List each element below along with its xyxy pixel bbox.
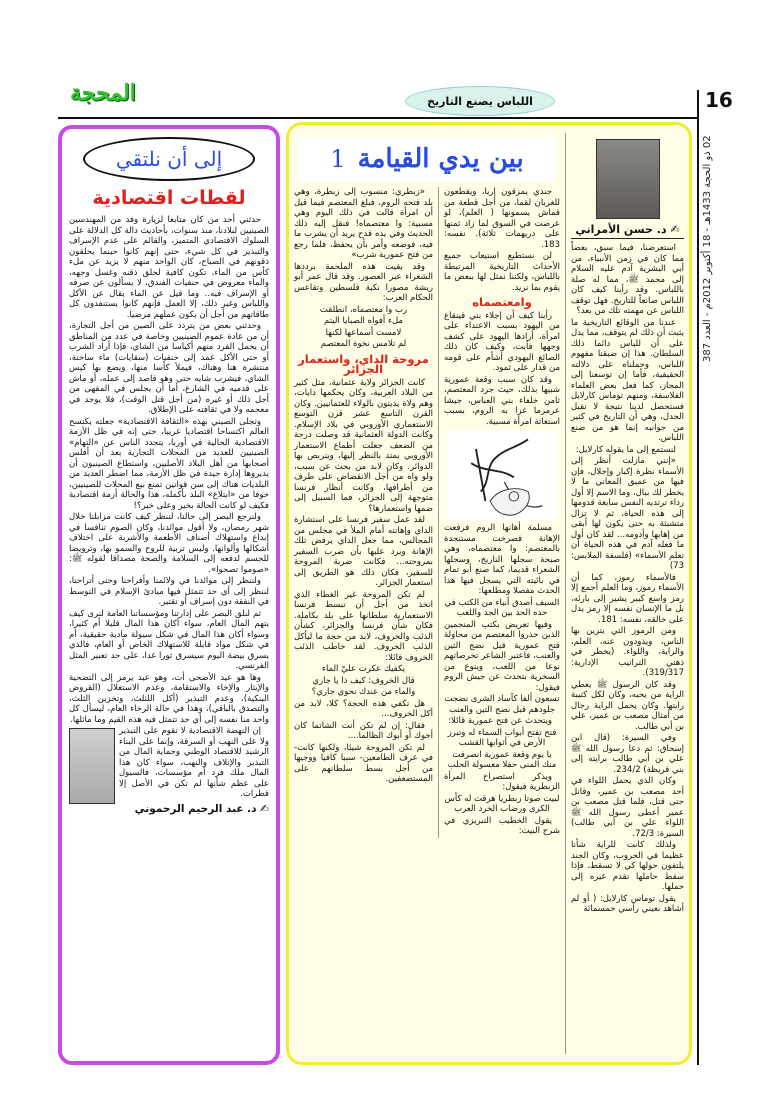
verse: رب وا معتصماه، انطلقت <box>319 304 408 315</box>
paragraph: فالأسماء رموز، كما أن الأسماء رموز، وما العلم أجمع إلا رمز واسع كبير يشير إلى بارئه، بل ما الإنسان نفسه إلا رمز يدل على خالقه، نفسه: 181. <box>571 572 684 625</box>
paragraph: لنستمع إلى ما يقوله كارلايل: <box>575 444 676 455</box>
paragraph: وكان الذي يحمل اللواء في أحد مصعب بن عمير، وقاتل حتى قتل، فلما قتل مصعب بن عمير أعطى رسول الله ﷺ اللواء علي بن أبي طالب) السيرة: 72/3. <box>571 776 684 839</box>
verse: السيف أصدق أنباء من الكتب في حده الحد بين الجد واللعب <box>444 597 560 618</box>
article-part-number: 1 <box>330 145 346 173</box>
magazine-brand: المحجة <box>70 80 136 106</box>
paragraph: كانت الجزائر ولاية عثمانية، مثل كثير من البلاد العربية، وكان يحكمها دايات، وهم ولاة يدينون بالولاء للعثمانيين. وكان القرن التاسع عشر قرن التوسع الاستعماري الأوروبي في بلاد الإسلام. وكانت الدولة العثمانية قد وصلت درجة من الضعف جعلت أطماع الاستعمار الأوروبي يمتد بالنظر إليها، ويتربص بها الدوائر. وكان لابد من بحث عن سبب، ولو واه من أجل الانقضاض على طرف من أطرافها، وكانت أنظار فرنسا متوجهة إلى الجزائر، فما السبيل إلى ضمها واستعمارها؟ <box>294 377 433 514</box>
verse: والماء من عندك نحوي جاري؟ <box>311 687 416 697</box>
verse: لبيت صوتا زبطريا هرقت له كأس الكرى ورضاب الخرد العرب <box>444 793 560 814</box>
column-frame <box>58 125 280 1065</box>
paragraph: ولنرجع البصر إلى حالنا، لننظر كيف كانت مزابلنا خلال شهر رمضان، ولا أقول موائدنا، وكان الصوم تنافسا في إبداع واستهلاك أصناف الأطعمة والأشربة على اختلاف أشكالها وألوانها. وليس تربية للروح والسمو بها، وترويضا للجسم لدفعه إلى السلامة والصحة مصداقا لقوله ﷺ: «صوموا تصحوا». <box>69 512 269 575</box>
paragraph: «إنني مازلت أنظر إلى الأسماء نظرة إكبار وإجلال، فإن فيها من عميق المعاني ما لا يخطر لك ببال، وما الاسم إلا أول رداء ترتديه النفس سابغة قدومها إلى هذه الحياة، ثم لا تزال متشبثة به حتى يكون لها أبقى من إهابها وأدومه... لقد كان أول ما فعله آدم في هذه الحياة أن تعلم الأسماء» (فلسفة الملابس: 73) <box>570 456 684 571</box>
article-column-1-wrap <box>566 133 684 1054</box>
paragraph: ويذكر استصراخ المرأة الزبطرية فيقول: <box>444 771 560 792</box>
calligraphy-illustration <box>447 430 557 520</box>
article-frame <box>286 122 692 1065</box>
paragraph: ويتحدث عن فتح عمورية قائلا: <box>448 716 552 726</box>
paragraph: ثم لنلق البصر على إدارتنا ومؤسساتنا العامة لنرى كيف يتهم المال العام، سواء أكان هذا المال قليلا أم كثيرا، وسواء أكان هذا المال في شكل سيولة مادية حقيقية، أم في شكل مواد قابلة للاستهلاك الخاص أو العام، فالذي يسرق بيضة اليوم سيسرق ثورا غدا، على حد تعبير المثل الفرنسي. <box>69 608 269 671</box>
article-title-text: بين يدي القيامة <box>357 144 524 174</box>
paragraph: جندي يمزقون إربا، ويقطعون للغربان لقما، من أجل قطعة من قماش يسمونها ( العلم)، لو عرضت في السوق لما زاد ثمنها على دريهمات ثلاثة). نفسه: 183. <box>444 187 560 250</box>
article-column-1 <box>571 243 684 915</box>
header-rule <box>58 117 698 119</box>
columnist-photo <box>69 728 115 804</box>
page-number: 16 <box>705 88 733 112</box>
issue-dateline: 02 ذو الحجة 1433هـ - 18 أكتوبر 2012م - العدد 387 <box>702 135 713 362</box>
author-name: د. حسن الأمراني <box>575 223 667 236</box>
paragraph: لن نستطيع استيعاب جميع الأحداث التاريخية المرتبطة باللباس، ولكننا نمثل لها ببعض ما يقوم بما نريد. <box>444 251 560 293</box>
paragraph: رأينا كيف أن إجلاء بني قينقاع من اليهود بسبب الاعتداء على امرأة، أرادها اليهود على كشف وجهها فأبت، وكيف كان ذلك الصائغ اليهودي أشأم على قومه من قدار على ثمود. <box>444 310 560 373</box>
paragraph: فقال: إن لم تكن أنت الشاتما كان أخوك أو أبوك الظالما.... <box>294 720 433 741</box>
paragraph: لقد عمل سفير فرنسا على استشارة الداي وإهانته أمام الملأ في مجلس من المجالس، مما جعل الداي يرفض تلك الإهانة ويرد عليها بأن ضرب السفير بمروحته... فكانت ضربة المروحة للسفير، فكان ذلك هو الطريق إلى استعمار الجزائر. <box>294 515 433 588</box>
paragraph: وقد كان سبب وقعة عمورية شبيها بذلك، حيث جرد المعتصم، ثامن خلفاء بني العباس، جيشا عرمرما غزا به الروم، بسبب استغاثة امرأة مسبية. <box>444 374 560 427</box>
author-photo <box>596 139 660 219</box>
paragraph: «زبطري: منسوب إلى زبطرة، وهي بلد فتحه الروم، فبلغ المعتصم فيما قيل أن امرأة قالت في ذلك اليوم وهي مسبية: وا معتصماه! فنقل إليه ذلك الحديث وفي يده قدح يريد أن يشرب ما فيه، فوضعه وأمر بأن يحفظ، فلما رجع من فتح عمورية شرب» <box>294 187 433 260</box>
section-label: اللباس يصنع التاريخ <box>405 86 555 116</box>
margin-rule <box>697 90 699 1065</box>
verse: يكفيك عكرت عليّ الماء <box>321 664 406 674</box>
paragraph: وقد كان الرسول ﷺ يعطي الراية من يحبه، وكان لكل كتيبة رايتها. وكان يحمل الراية رجال من أمثال مصعب بن عمير، علي بن أبي طالب. <box>571 679 684 732</box>
subheading: مروحة الداي، واستعمار الجزائر <box>298 351 429 376</box>
verse: تسعون ألفا كآساد الشرى نضجت جلودهم قبل نضج التين والعنب <box>444 694 560 715</box>
paragraph: لم تكن المروحة غير الغطاء الذي اتخذ من أجل أن تبسط فرنسا الاستعمارية سلطانها على بلد بكامله. فكان شأن فرنسا والجزائر، كشأن الذئب والخروف، لابد من حجة ما ليأكل الذئب الخروف. لقد خاطب الذئب الخروف قائلا: <box>294 589 433 663</box>
verse: قال الخروف: كيف ذا يا جاري <box>312 675 415 686</box>
paragraph: يقول توماس كارلايل: ( أو لم أشاهد بعيني رأسي خمسمائة <box>571 893 684 914</box>
article-column-3 <box>294 187 438 838</box>
verse: يا يوم وقعة عمورية انصرفت منك المنى حفلا معسولة الحلب <box>447 749 557 770</box>
paragraph: حدثني أحد من كان متابعا لزيارة وفد من المهندسين الصينيين لبلادنا، منذ سنوات، بأحاديث دالة كل الدلالة على السلوك الاقتصادي المتميز، والقائم على عدم الإسراف والتبذير في كل شيء، حتى إنهم كانوا حينما يحلقون ذقونهم في الصباح، كان الواحد منهم لا يزيد عن ملء كأس من الماء، تكون كافية لحلق ذقنه وغسل وجهه، والماء معروض في حنفيات الفندق، لا يسألون عن صرفه أو الإسراف فيه.. وما قيل عن الماء يقال عن الأكل واللباس وغير ذلك، إلا العمل فإنهم كانوا يستنفدون كل طاقاتهم من أجل أن يكون عملهم مرضيا. <box>69 215 269 320</box>
verse: لامست أسماعها لكنها <box>325 327 402 338</box>
pen-icon: ✍ <box>256 802 269 815</box>
subheading: وامعتصماه <box>472 295 532 309</box>
pen-icon: ✍ <box>666 223 680 236</box>
paragraph: وقد بقيت هذه الملحمة يرددها الشعراء عبر العصور. وقد قال عمر أبو ريشة مصورا نكبة فلسطين وتقاعس الحكام العرب: <box>294 261 433 303</box>
column-text <box>69 215 269 814</box>
article-title <box>298 137 556 181</box>
article-column-2 <box>438 187 560 838</box>
columnist-name: د. عبد الرحيم الرحموني <box>134 802 257 815</box>
columnist-byline <box>69 804 269 815</box>
paragraph: هل تكفي هذه الحجة؟ كلا، لابد من أكل الخروف... <box>294 698 433 719</box>
article-author <box>571 223 684 239</box>
paragraph: إن النهضة الاقتصادية لا تقوم على التبذير ولا على النهب أو السرقة، وإنما على البناء الرشيد للاقتصاد الوطني وحماية المال من التبذير والإتلاف والنهب، سواء كان هذا المال ملك فرد أم مؤسسات، فالسيول على عظم شأنها لم تكن في الأصل إلا قطرات. <box>119 726 269 799</box>
article-columns <box>294 187 560 838</box>
paragraph: ولننظر إلى موائدنا في ولائمنا وأفراحنا وحتى أتراحنا، لننظر إلى أي حد تتمثل فيها مبادئ الإسلام في التوسط في النفقة دون إسراف أو تقتير. <box>69 576 269 607</box>
paragraph: وها هو عيد الأضحى أت، وهو عيد يرمز إلى التضحية والإيثار والإخاء والاستقامة، وعدم الاستغلال (القروض البنكية)، وعدم التبذير (أكل اللثلث، وتخزين الثلث، والتصدق بالباقي)، وهذا في حالة الرخاء العام، ليسأل كل واحد منا نفسه إلى أي حد تتمثل فيه هذه القيم وما ماثلها. <box>69 672 269 725</box>
verse: ملء أفواه الصبايا اليتم <box>324 316 403 326</box>
article-main-area <box>294 133 566 1054</box>
verse: لم تلامس نخوة المعتصم <box>320 339 407 349</box>
paragraph: وفي السيرة: (قال ابن إسحاق: ثم دعا رسول الله ﷺ علي بن أبي طالب برايته إلى بني قريظة) 234/2. <box>571 733 684 775</box>
paragraph: ولذلك كانت للراية شأنا عظيما في الحروب، وكان الجند يلتفون حولها كي لا تسقط، فإذا سقط حاملها تقدم غيره إلى حملها. <box>571 840 684 892</box>
paragraph: عندنا من الوقائع التاريخية ما يثبت أن ذلك لم يتوقف، مما يدل على أن للباس دائما ذلك السلطان. هذا إن ضيقنا مفهوم اللباس، وحملناه على دلالته الحقيقية، فأما إن توسعنا إلى المجاز، كما فعل بعض العلماء الفلاسفة، ومنهم توماس كارلايل فستحصل لدينا نتيجة لا تقبل الجدل، وهي أن التاريخ في كثير من جوانبه إنما هو من صنع اللباس. <box>571 317 684 443</box>
paragraph: وفيها تعريض بكتب المنجمين الذين حذروا المعتصم من محاولة فتح عمورية قبل نضج التين والعنب، فاعتبر الشاعر تخرصاتهم نوعا من اللعب، وينوع من السخرية بتحدث عن جيش الروم فيقول: <box>444 619 560 693</box>
verse: فتح تفتح أبواب السماء له وتبرز الأرض في أثوابها القشب <box>447 727 557 748</box>
paragraph: لم تكن المروحة شيئا، ولكنها كانت- في عرف الطامعين- سببا كافيا ووجيها من أجل بسط سلطانهم على المستضعفين. <box>294 742 433 784</box>
column-title: لقطات اقتصادية <box>92 187 246 209</box>
paragraph: وحدثني بعض من يتردد على الصين من أجل التجارة، أن من عادة عموم الصينيين وخاصة في عدد من المناطق أن يحمل الفرد منهم أكياسا من الشاي، فإذا أراد الشرب أو حتى الأكل عمد إلى حنفيات (سقايات) ماء ساخنة، منتشرة هنا وهناك، فيملأ كأسا منها، ويضع بها كيس الشاي، فيشرب شايه حتى وهو قاصد إلى عمله، أو ماش على قدميه في الشارع، أما أن يجلس في المقهى من أجل ذلك أو غيره (من أجل قتل الوقت)، فلا يوجد في معجمه ولا في ثقافته على الإطلاق. <box>69 321 269 415</box>
paragraph: يقول الخطيب التبريزي في شرح البيت: <box>444 815 560 836</box>
paragraph: وتجلى الصيني بهذه «الثقافة الاقتصادية» جعلته يكتسح العالم اكتساحا اقتصاديا غريبا، حتى إنه في ظل الأزمة الاقتصادية الحالية في أوربا، يتجدد الناس عن «التهام» الصينيين للعديد من المحلات التجارية بعد أن أفلس أصحابها من أهل البلاد الأصليين، واستطاع الصينيون أن يديروها إدارة جيدة في ظل الأزمة، مما اضطر العديد من البلديات هناك إلى سن قوانين تمنع بيع المحلات للصينيين، خوفا من «ابتلاع» البلد بأكمله، هذا والحالة أزمة اقتصادية فكيف لو كانت الحالة بخير وعلى خير؟! <box>69 416 269 511</box>
paragraph: ومن الرموز التي يتزين بها الناس، ويذودون عنه، العلم، والراية، واللواء. (يخطر في ذهني التراتيب الإدارية: 319/317). <box>571 626 684 678</box>
column-series-title: إلى أن نلتقي <box>83 137 255 181</box>
paragraph: استعرضنا، فيما سبق، بعضاً مما كان في زمن الأنبياء، من أبي البشرية آدم عليه السلام إلى محمد ﷺ، مما له صلة باللباس. وقد رأينا كيف كان اللباس صانعاً للتاريخ. فهل توقف اللباس عن مهمته تلك من بعد؟ <box>571 243 684 316</box>
paragraph: مسلمة أهانها الروم فرفعت الإهانة فصرخت مستنجدة بالمعتصم: وا معتصماه، وهي صيحة سجلها التاريخ، وسجلها الشعراء قديما، كما صنع أبو تمام في بائيته التي يسجل فيها هذا الحدث مفصلا ومطلعها: <box>444 523 560 596</box>
